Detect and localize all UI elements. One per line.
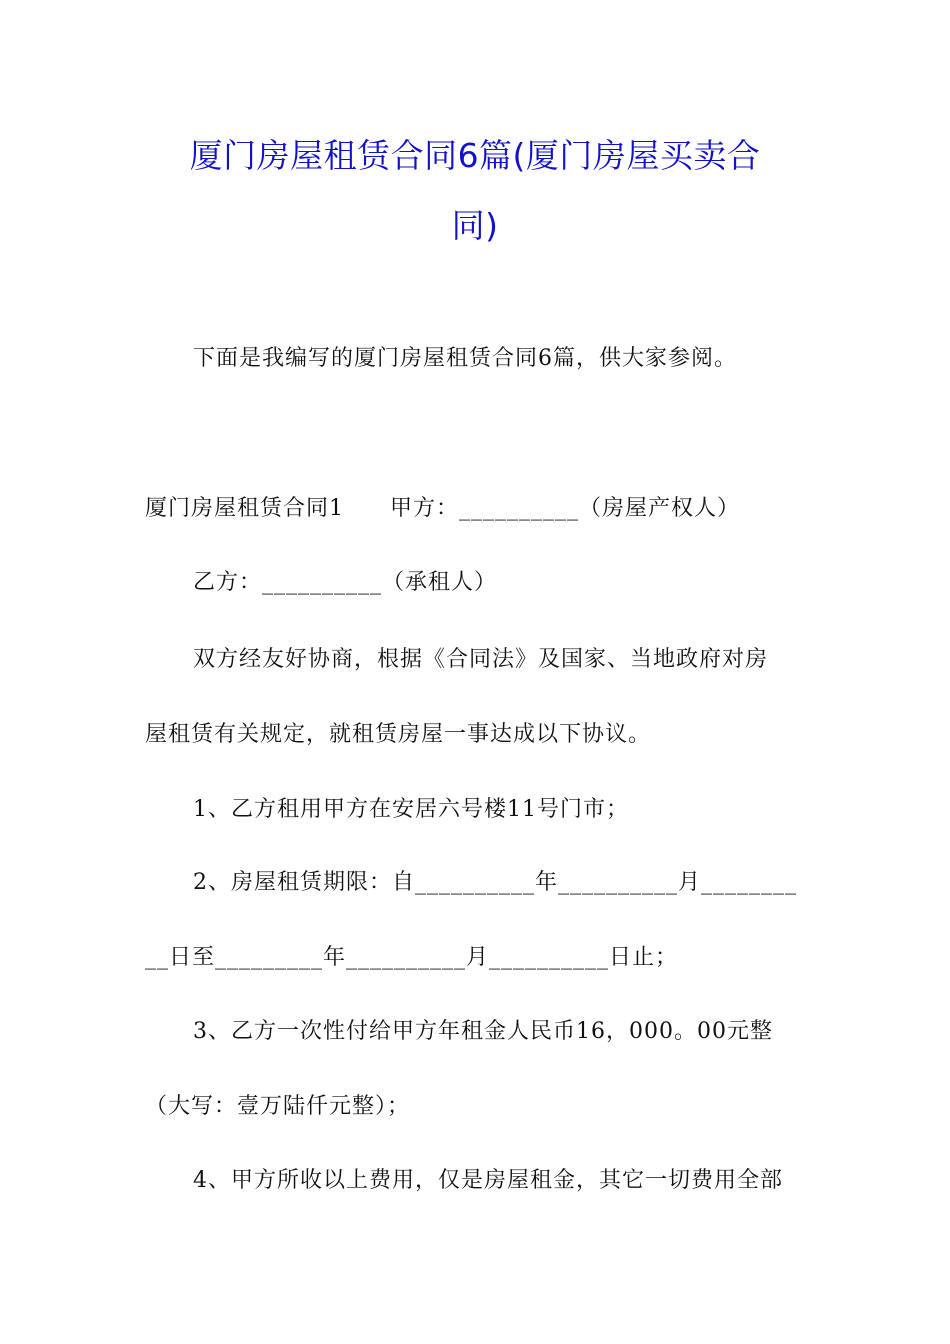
party-b-line: 乙方：__________（承租人）: [193, 570, 498, 595]
clause-2-line-1: 2、房屋租赁期限：自__________年__________月________: [193, 870, 797, 895]
clause-3-line-1: 3、乙方一次性付给甲方年租金人民币16，000。00元整: [193, 1019, 773, 1044]
document-title-line-1: 厦门房屋租赁合同6篇(厦门房屋买卖合: [189, 136, 761, 175]
clause-1: 1、乙方租用甲方在安居六号楼11号门市；: [193, 797, 629, 822]
agreement-paragraph-line-1: 双方经友好协商，根据《合同法》及国家、当地政府对房: [193, 647, 769, 672]
agreement-paragraph-line-2: 屋租赁有关规定，就租赁房屋一事达成以下协议。: [145, 722, 652, 747]
clause-3-line-2: （大写：壹万陆仟元整）；: [145, 1094, 411, 1119]
clause-2-line-2: __日至_________年__________月__________日止；: [145, 945, 679, 970]
intro-paragraph: 下面是我编写的厦门房屋租赁合同6篇，供大家参阅。: [193, 346, 737, 371]
clause-4-line-1: 4、甲方所收以上费用，仅是房屋租金，其它一切费用全部: [193, 1168, 783, 1193]
document-title-line-2: 同): [451, 206, 499, 245]
contract-heading-party-a: 厦门房屋租赁合同1 甲方：__________（房屋产权人）: [145, 496, 740, 521]
